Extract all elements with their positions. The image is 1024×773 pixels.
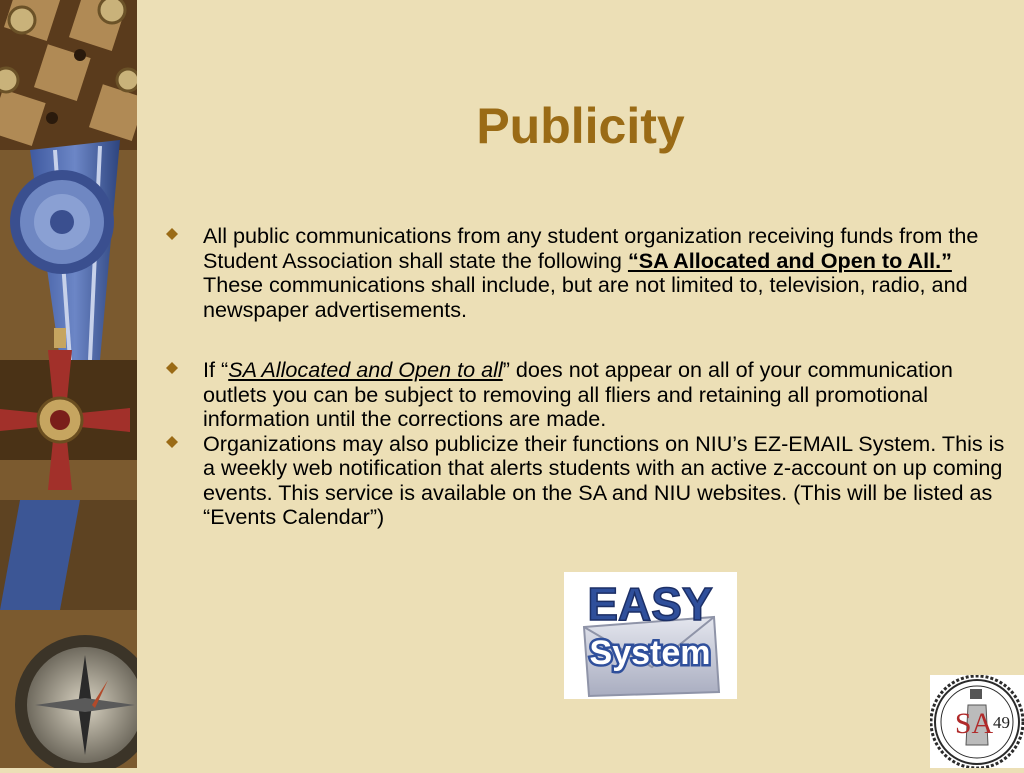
logo-line1: EASY: [587, 578, 713, 630]
decorative-sidebar: [0, 0, 137, 768]
bullet-text: If “: [203, 357, 229, 382]
bullet-text: Organizations may also publicize their functions on NIU’s EZ-EMAIL System. This is a weekly web notification that alerts students with an active z-account on up coming events. This service is available on the SA and NIU websites. (This will be listed as “Events Calendar”): [203, 430, 1005, 529]
checkerboard-icon: [0, 0, 137, 150]
required-phrase: SA Allocated and Open to all: [228, 357, 503, 382]
diamond-bullet-icon: [165, 361, 179, 375]
diamond-bullet-icon: [165, 227, 179, 241]
envelope-icon: [564, 572, 737, 699]
diamond-bullet-icon: [165, 435, 179, 449]
bullet-item: [165, 432, 1015, 530]
page-number: 49: [993, 713, 1010, 732]
logo-line2: System: [589, 634, 711, 672]
bullet-text: All public communications from any student organization receiving funds from the Student Association shall state the following: [203, 223, 979, 273]
medal-collage-image: [0, 0, 137, 768]
bullet-text: ” does not appear on all of your communication outlets you can be subject to removing all fliers and retaining all promotional information until the corrections are made.: [203, 357, 953, 431]
bullet-item: [165, 224, 1015, 322]
bullet-item: [165, 358, 1015, 432]
bullet-text: These communications shall include, but are not limited to, television, radio, and newspaper advertisements.: [203, 272, 968, 322]
slide-title: Publicity: [476, 98, 685, 154]
easy-system-logo: [564, 572, 737, 699]
bullet-list: [165, 224, 1015, 530]
seal-letters: SA: [954, 707, 994, 740]
required-phrase: “SA Allocated and Open to All.”: [627, 247, 952, 273]
